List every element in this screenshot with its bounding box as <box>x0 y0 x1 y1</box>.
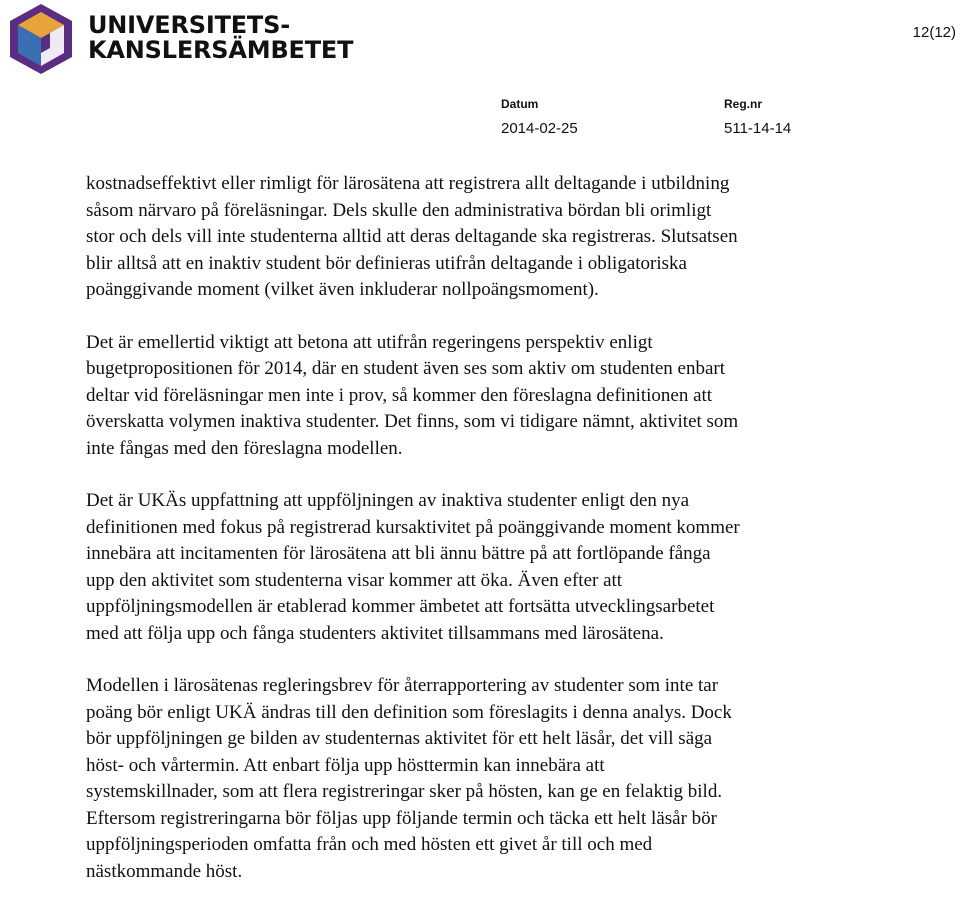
text-line: Det är UKÄs uppfattning att uppföljningen av inaktiva studenter enligt den nya <box>86 490 690 511</box>
text-line: uppföljningsmodellen är etablerad kommer ämbetet att fortsätta utvecklingsarbetet <box>86 596 715 617</box>
logo-text-line-1: UNIVERSITETS- <box>88 11 290 39</box>
organization-logo <box>6 2 354 76</box>
text-line: upp den aktivitet som studenterna visar kommer att öka. Även efter att <box>86 569 623 591</box>
text-line: höst- och vårtermin. Att enbart följa upp hösttermin kan innebära att <box>86 754 605 776</box>
reg-number-label: Reg.nr <box>724 97 763 111</box>
page-number: 12(12) <box>912 24 956 41</box>
logo-wordmark <box>88 13 353 63</box>
date-value: 2014-02-25 <box>501 120 578 137</box>
date-label: Datum <box>501 97 539 111</box>
text-line: med att följa upp och fånga studenters aktivitet tillsammans med lärosätena. <box>86 622 664 644</box>
document-body <box>86 171 946 911</box>
text-line: överskatta volymen inaktiva studenter. Det finns, som vi tidigare nämnt, aktivitet som <box>86 411 739 432</box>
text-line: Eftersom registreringarna bör följas upp följande termin och täcka ett helt läsår bör <box>86 807 717 829</box>
text-line: poäng bör enligt UKÄ ändras till den definition som föreslagits i denna analys. Dock <box>86 701 732 723</box>
text-line: blir alltså att en inaktiv student bör definieras utifrån deltagande i obligatoriska <box>86 252 687 274</box>
paragraph-4 <box>86 673 946 885</box>
text-line: poänggivande moment (vilket även inkluderar nollpoängsmoment). <box>86 279 599 300</box>
paragraph-2 <box>86 330 946 463</box>
reg-number-block <box>724 96 791 138</box>
ukä-logo-icon <box>6 2 76 76</box>
text-line: systemskillnader, som att flera registreringar sker på hösten, kan ge en felaktig bild. <box>86 781 723 802</box>
text-line: deltar vid föreläsningar men inte i prov, så kommer den föreslagna definitionen att <box>86 384 713 406</box>
text-line: definitionen med fokus på registrerad kursaktivitet på poänggivande moment kommer <box>86 516 740 538</box>
text-line: såsom närvaro på föreläsningar. Dels skulle den administrativa bördan bli orimligt <box>86 199 712 221</box>
logo-text-line-2: KANSLERSÄMBETET <box>88 36 354 64</box>
text-line: innebära att incitamenten för lärosätena att bli ännu bättre på att fortlöpande fånga <box>86 543 711 564</box>
text-line: inte fångas med den föreslagna modellen. <box>86 437 403 459</box>
text-line: bugetpropositionen för 2014, där en student även ses som aktiv om studenten enbart <box>86 358 726 379</box>
date-block <box>501 96 578 138</box>
paragraph-1 <box>86 171 946 304</box>
text-line: Modellen i lärosätenas regleringsbrev för återrapportering av studenter som inte tar <box>86 675 719 696</box>
text-line: Det är emellertid viktigt att betona att utifrån regeringens perspektiv enligt <box>86 331 653 353</box>
text-line: stor och dels vill inte studenterna alltid att deras deltagande ska registreras. Slutsatsen <box>86 226 738 247</box>
text-line: uppföljningsperioden omfatta från och med hösten ett givet år till och med <box>86 834 653 855</box>
reg-number-value: 511-14-14 <box>724 120 792 137</box>
text-line: nästkommande höst. <box>86 860 243 882</box>
text-line: kostnadseffektivt eller rimligt för lärosätena att registrera allt deltagande i utbildning <box>86 173 730 194</box>
paragraph-3 <box>86 488 946 647</box>
text-line: bör uppföljningen ge bilden av studenternas aktivitet för ett helt läsår, det vill säga <box>86 728 713 749</box>
